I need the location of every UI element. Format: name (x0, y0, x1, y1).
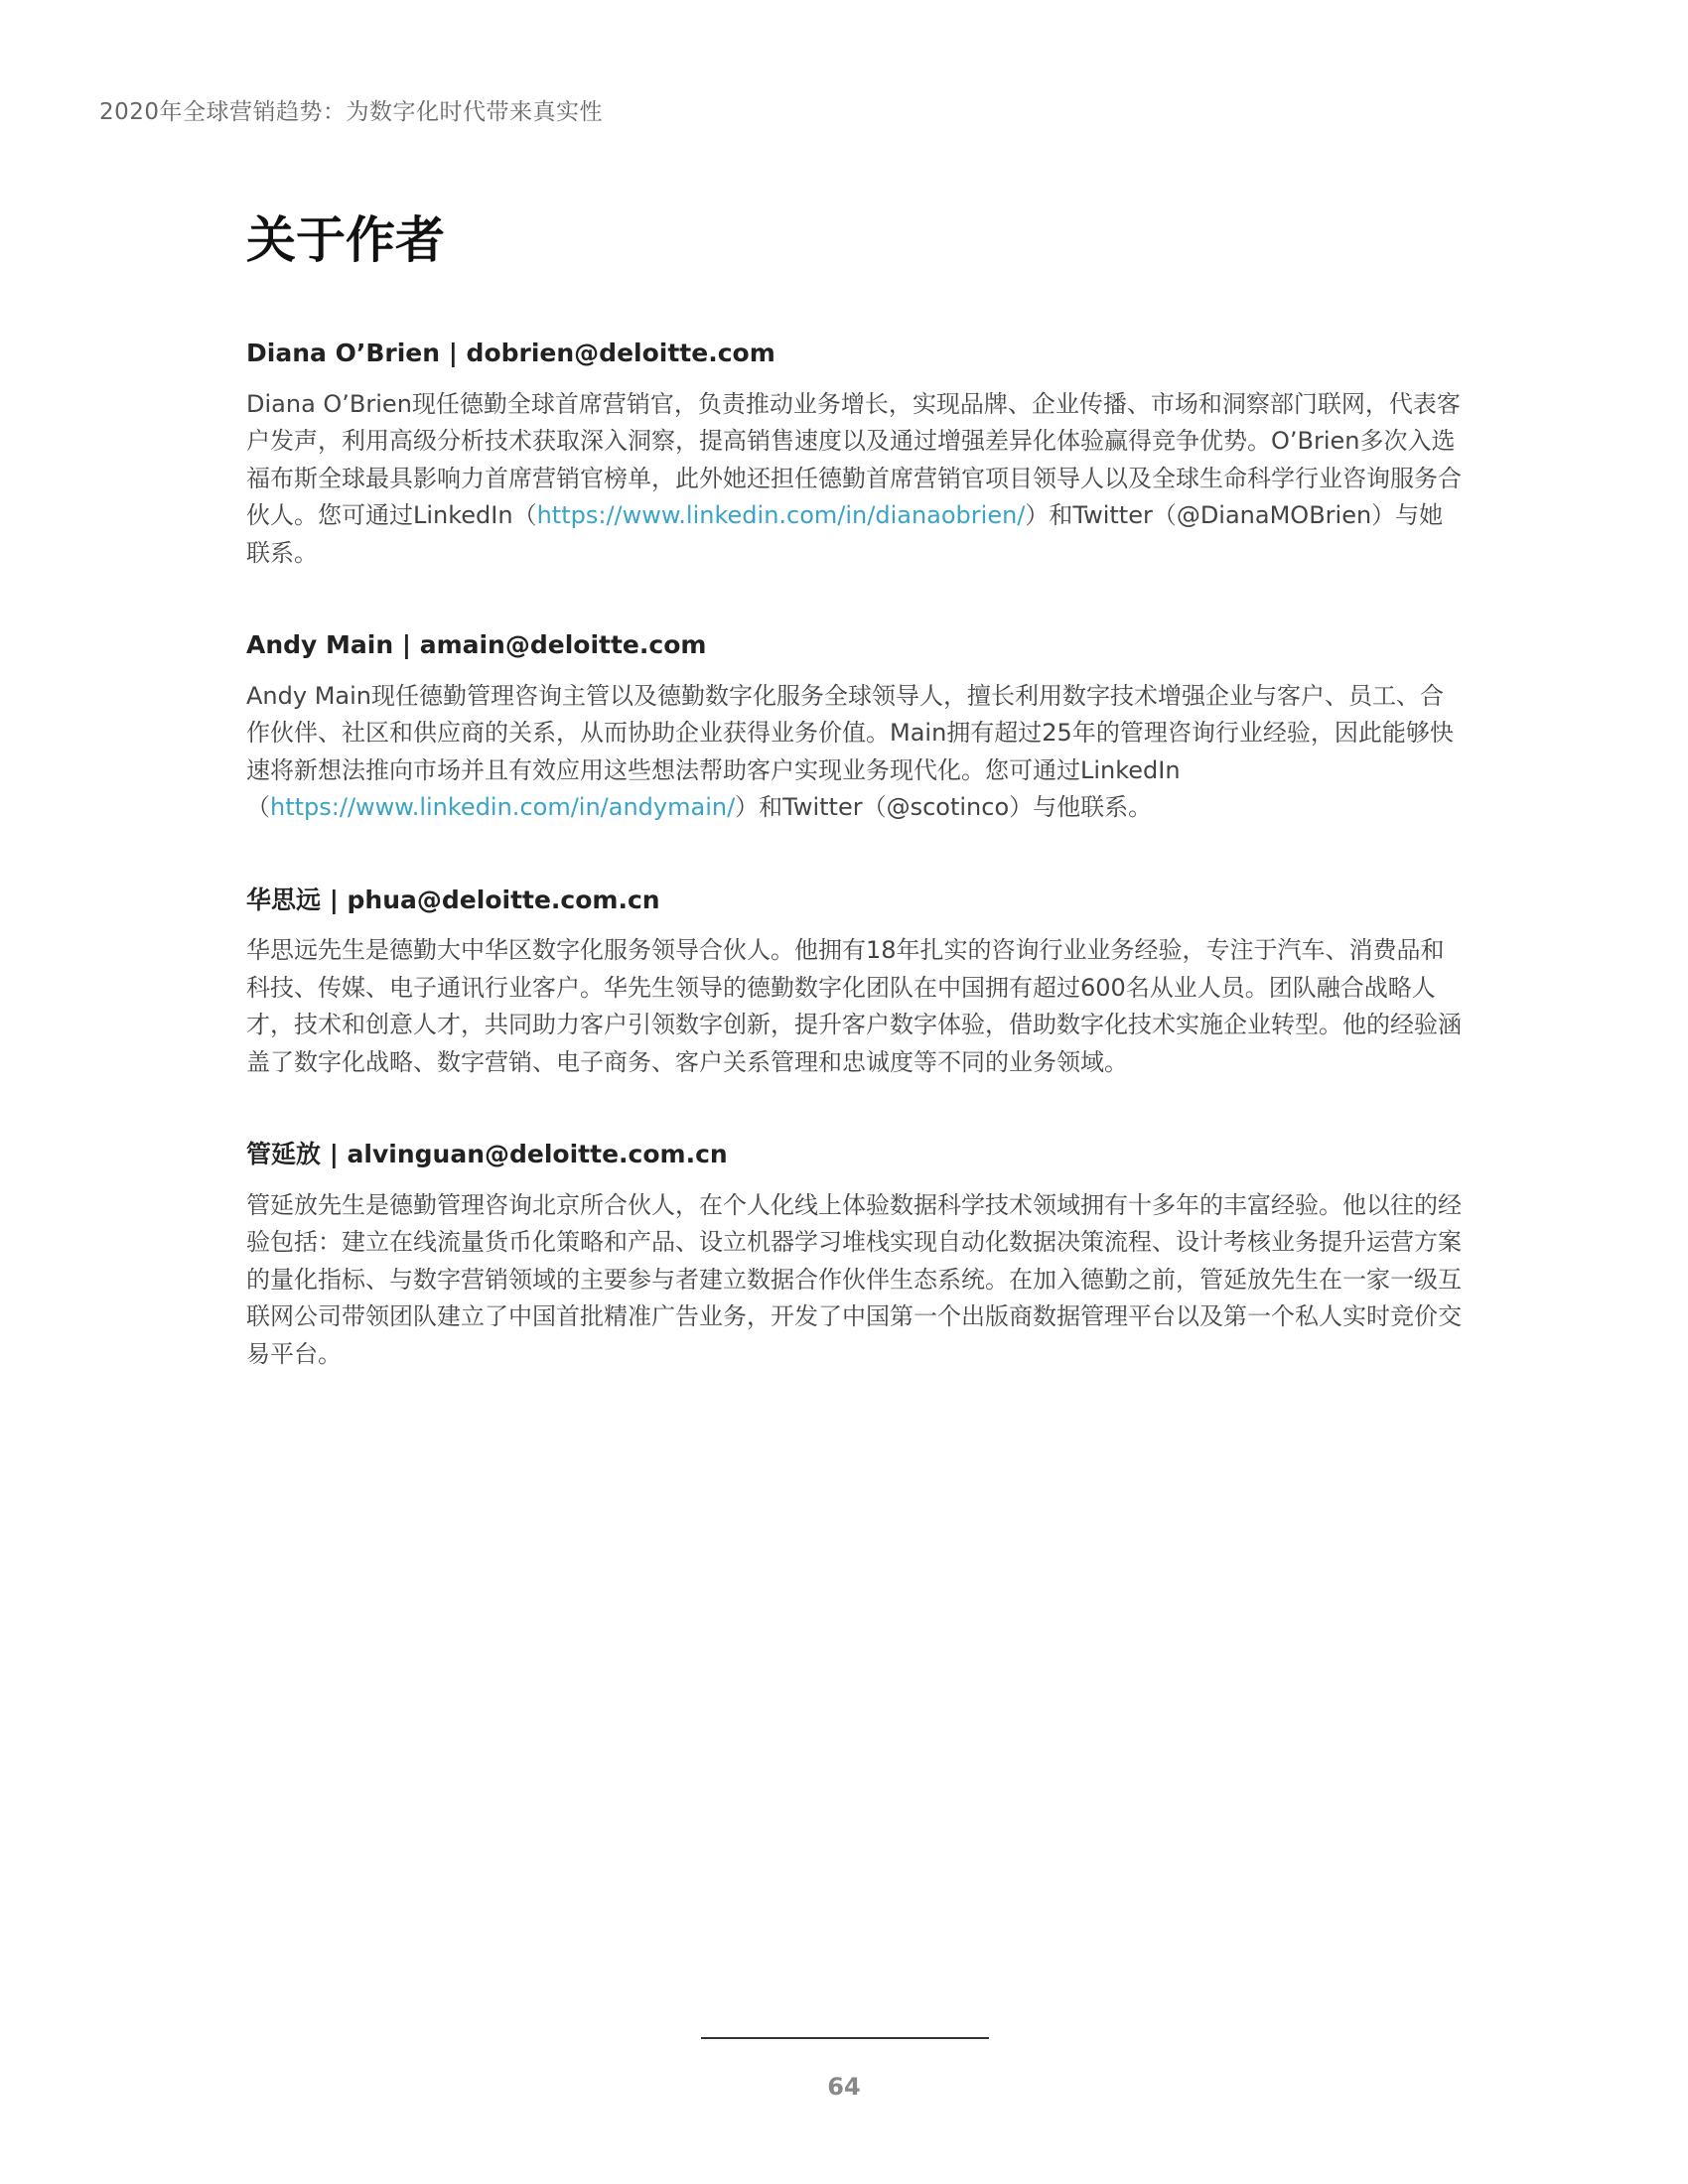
bio-text: Diana O’Brien现任德勤全球首席营销官，负责推动业务增长，实现品牌、企业传播、市场和洞察部门联网，代表客户发声，利用高级分析技术获取深入洞察，提高销售速度以及通过增强差异化体验赢得竞争优势。O’Brien多次入选福布斯全球最具影响力首席营销官榜单，此外她还担任德勤首席营销官项目领导人以及全球生命科学行业咨询服务合伙人。您可通过LinkedIn（ (246, 389, 1462, 529)
author-heading: 管延放 | alvinguan@deloitte.com.cn (246, 1140, 728, 1168)
author-section-guan-yanfang (246, 1139, 1462, 1373)
author-section-diana-obrien (246, 338, 1462, 572)
author-heading: 华思远 | phua@deloitte.com.cn (246, 885, 660, 914)
linkedin-link[interactable]: https://www.linkedin.com/in/dianaobrien/ (536, 501, 1026, 529)
author-bio (246, 386, 1463, 573)
author-section-hua-siyuan (246, 885, 1462, 1082)
author-heading: Andy Main | amain@deloitte.com (246, 630, 707, 659)
bio-text-tail: ）和Twitter（@scotinco）与他联系。 (735, 793, 1153, 821)
page-title: 关于作者 (246, 211, 445, 269)
bio-text: Andy Main现任德勤管理咨询主管以及德勤数字化服务全球领导人，擅长利用数字技术增强企业与客户、员工、合作伙伴、社区和供应商的关系，从而协助企业获得业务价值。Main拥有超过25年的管理咨询行业经验，因此能够快速将新想法推向市场并且有效应用这些想法帮助客户实现业务现代化。您可通过LinkedIn（ (246, 681, 1454, 821)
page-content (246, 210, 1462, 1431)
author-bio (246, 678, 1463, 827)
author-bio: 管延放先生是德勤管理咨询北京所合伙人，在个人化线上体验数据科学技术领域拥有十多年的丰富经验。他以往的经验包括：建立在线流量货币化策略和产品、设立机器学习堆栈实现自动化数据决策流程、设计考核业务提升运营方案的量化指标、与数字营销领域的主要参与者建立数据合作伙伴生态系统。在加入德勤之前，管延放先生在一家一级互联网公司带领团队建立了中国首批精准广告业务，开发了中国第一个出版商数据管理平台以及第一个私人实时竞价交易平台。 (246, 1190, 1462, 1368)
linkedin-link[interactable]: https://www.linkedin.com/in/andymain/ (270, 793, 736, 821)
author-heading: Diana O’Brien | dobrien@deloitte.com (246, 339, 775, 367)
page-number: 64 (827, 2073, 861, 2101)
footer-divider (701, 2037, 989, 2039)
author-bio: 华思远先生是德勤大中华区数字化服务领导合伙人。他拥有18年扎实的咨询行业业务经验，专注于汽车、消费品和科技、传媒、电子通讯行业客户。华先生领导的德勤数字化团队在中国拥有超过600名从业人员。团队融合战略人才，技术和创意人才，共同助力客户引领数字创新，提升客户数字体验，借助数字化技术实施企业转型。他的经验涵盖了数字化战略、数字营销、电子商务、客户关系管理和忠诚度等不同的业务领域。 (246, 936, 1462, 1076)
bio-text-tail: ）和Twitter（@DianaMOBrien）与她联系。 (246, 501, 1444, 567)
author-section-andy-main (246, 629, 1458, 827)
running-header: 2020年全球营销趋势：为数字化时代带来真实性 (99, 99, 604, 125)
